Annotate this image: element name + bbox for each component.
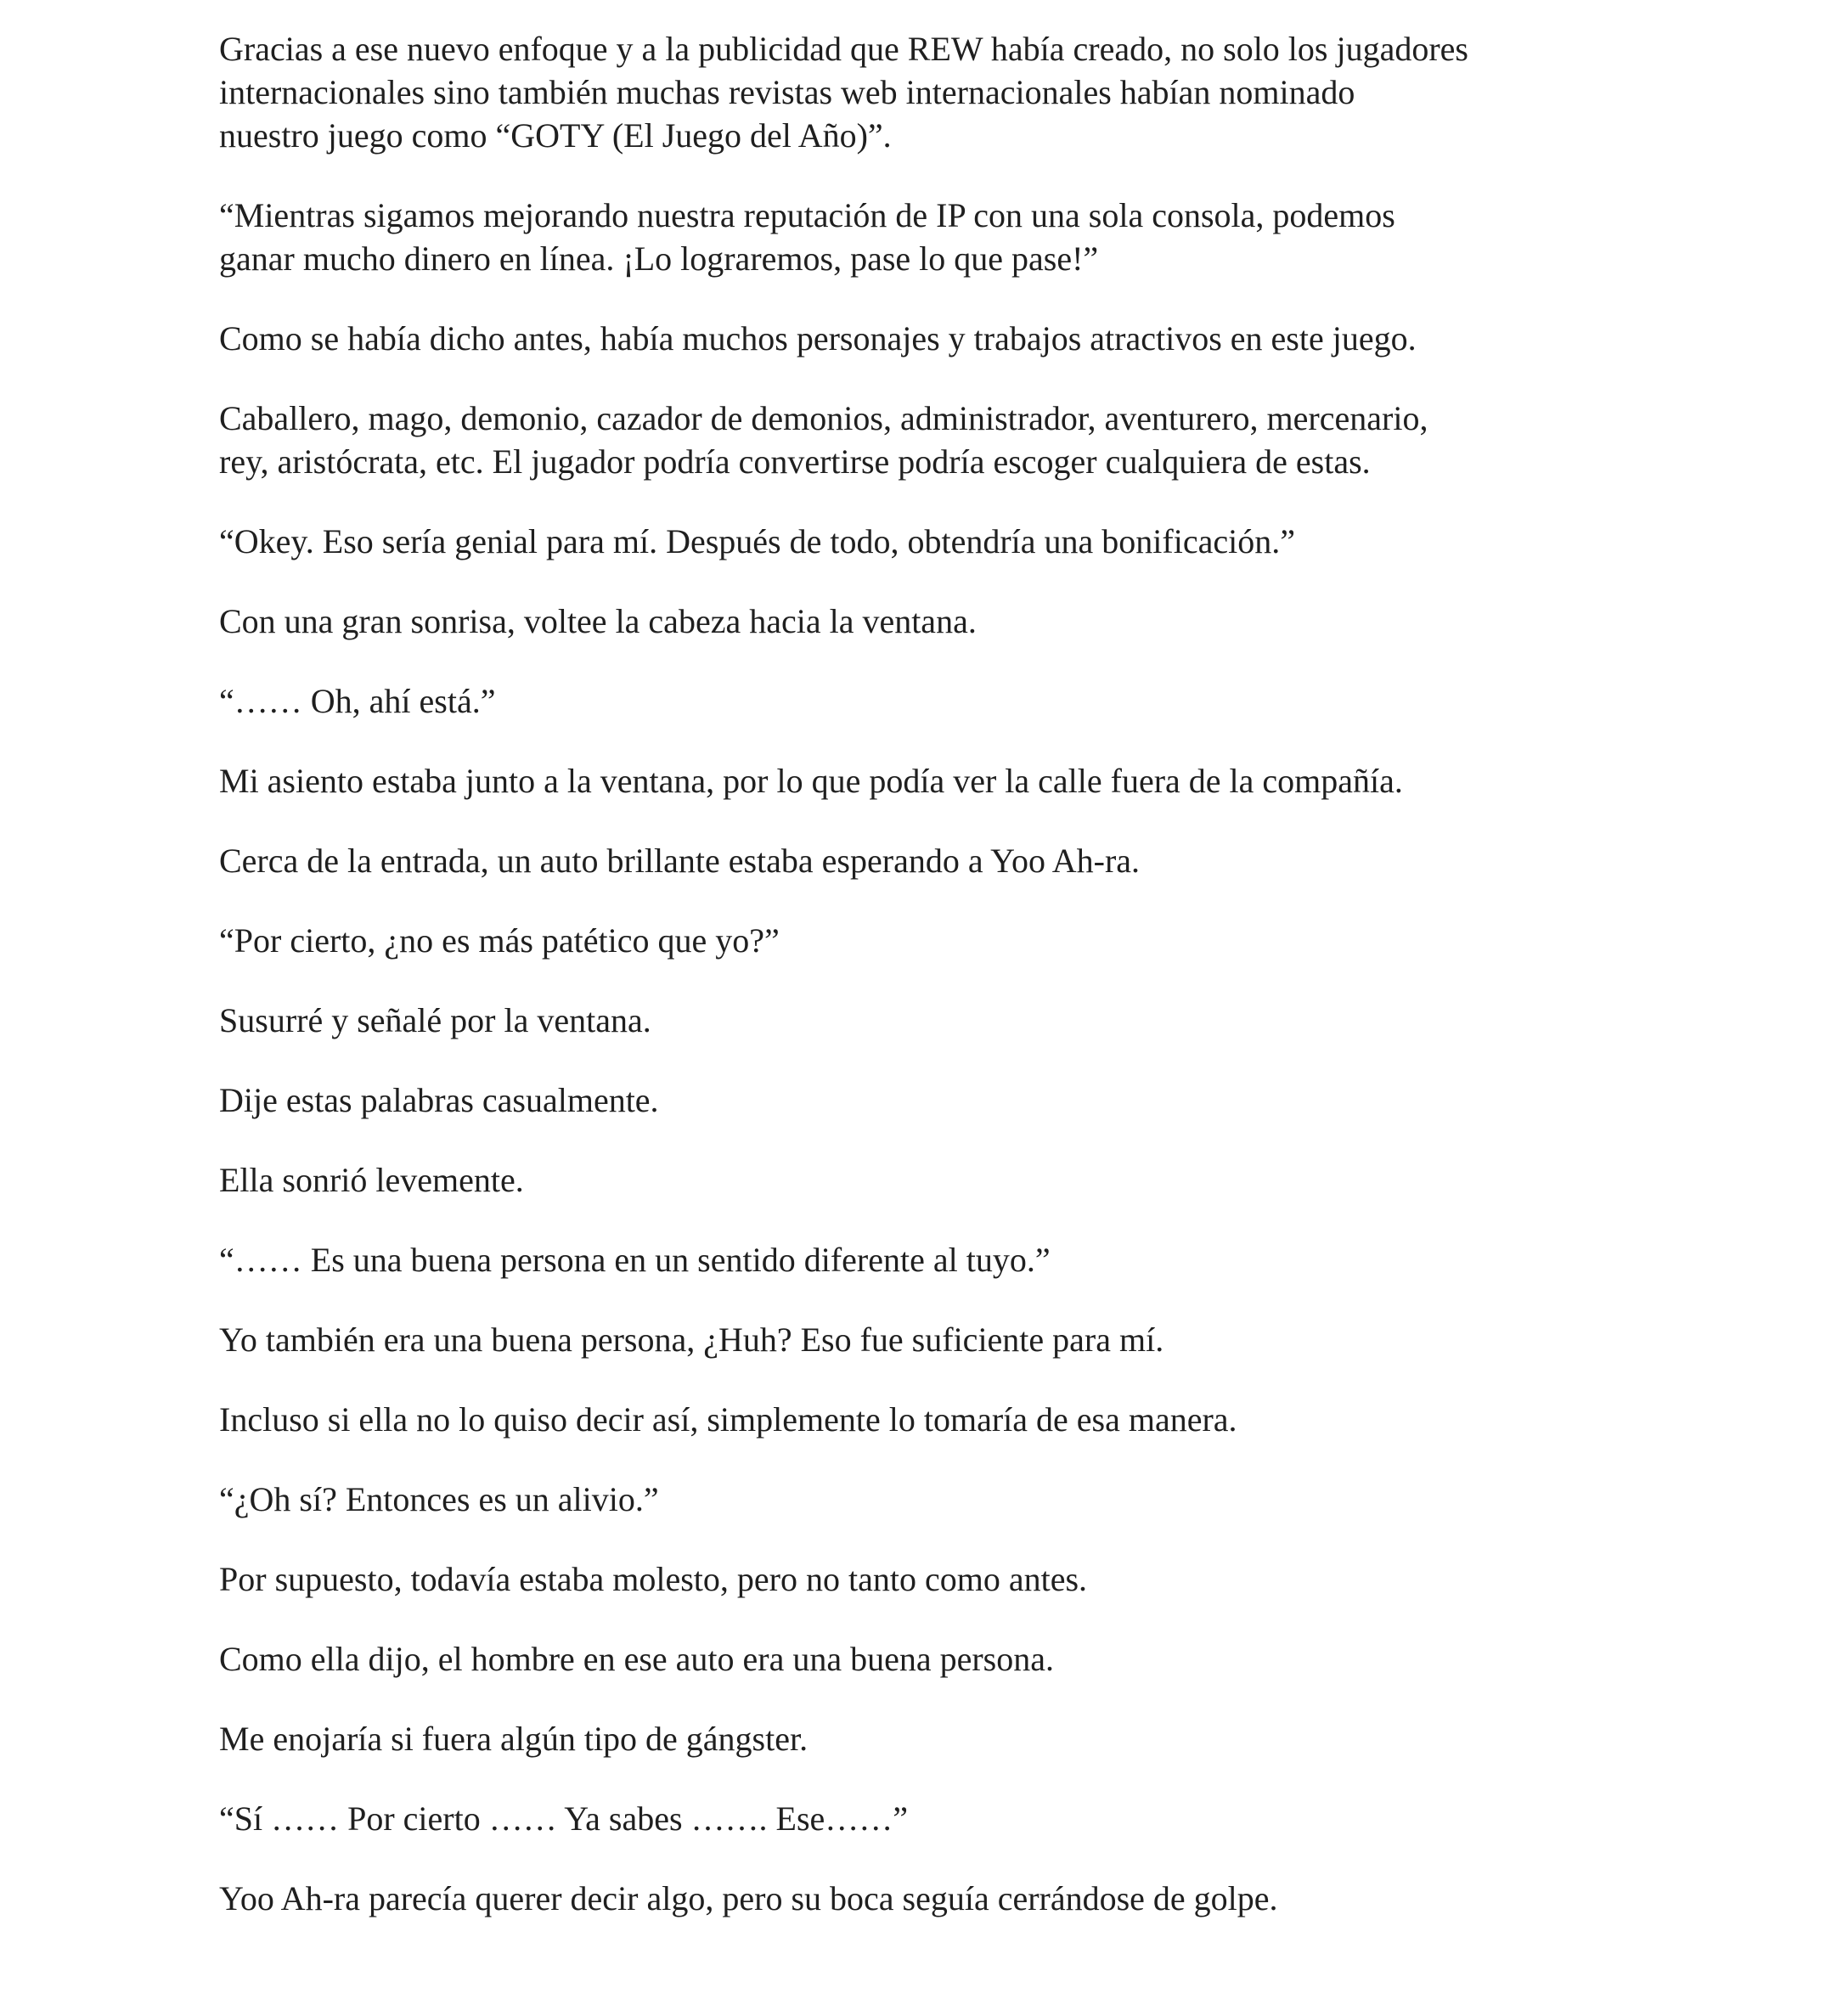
text-line: Gracias a ese nuevo enfoque y a la publicidad que REW había creado, no solo los jugadores xyxy=(219,30,1468,68)
text-line: “Por cierto, ¿no es más patético que yo?” xyxy=(219,921,780,960)
text-line: Dije estas palabras casualmente. xyxy=(219,1081,659,1119)
paragraph-7 xyxy=(219,679,1680,723)
text-line: Por supuesto, todavía estaba molesto, pero no tanto como antes. xyxy=(219,1560,1088,1598)
text-line: Como ella dijo, el hombre en ese auto era una buena persona. xyxy=(219,1640,1054,1678)
paragraph-14 xyxy=(219,1238,1680,1281)
paragraph-20 xyxy=(219,1717,1680,1760)
paragraph-18 xyxy=(219,1557,1680,1601)
paragraph-17 xyxy=(219,1478,1680,1521)
text-line: Yo también era una buena persona, ¿Huh? Eso fue suficiente para mí. xyxy=(219,1320,1164,1359)
text-line: Mi asiento estaba junto a la ventana, por lo que podía ver la calle fuera de la compañía. xyxy=(219,762,1403,800)
text-line: “Okey. Eso sería genial para mí. Después de todo, obtendría una bonificación.” xyxy=(219,522,1295,560)
text-line: Me enojaría si fuera algún tipo de gángster. xyxy=(219,1720,808,1758)
paragraph-19 xyxy=(219,1637,1680,1681)
text-line: ganar mucho dinero en línea. ¡Lo lograremos, pase lo que pase!” xyxy=(219,239,1099,278)
paragraph-16 xyxy=(219,1398,1680,1441)
text-line: Como se había dicho antes, había muchos personajes y trabajos atractivos en este juego. xyxy=(219,319,1417,358)
paragraph-9 xyxy=(219,839,1680,882)
text-line: “¿Oh sí? Entonces es un alivio.” xyxy=(219,1480,659,1518)
document-page xyxy=(219,27,1680,1957)
text-line: Con una gran sonrisa, voltee la cabeza hacia la ventana. xyxy=(219,602,977,640)
paragraph-6 xyxy=(219,600,1680,643)
paragraph-5 xyxy=(219,520,1680,563)
text-line: “…… Es una buena persona en un sentido diferente al tuyo.” xyxy=(219,1241,1051,1279)
text-line: Ella sonrió levemente. xyxy=(219,1161,524,1199)
text-line: Caballero, mago, demonio, cazador de demonios, administrador, aventurero, mercenario, xyxy=(219,399,1428,437)
paragraph-8 xyxy=(219,759,1680,802)
paragraph-15 xyxy=(219,1318,1680,1361)
paragraph-21 xyxy=(219,1797,1680,1840)
paragraph-3 xyxy=(219,317,1680,360)
text-line: Cerca de la entrada, un auto brillante estaba esperando a Yoo Ah-ra. xyxy=(219,842,1141,880)
text-line: internacionales sino también muchas revistas web internacionales habían nominado xyxy=(219,73,1355,111)
paragraph-12 xyxy=(219,1078,1680,1122)
paragraph-10 xyxy=(219,919,1680,962)
text-line: Susurré y señalé por la ventana. xyxy=(219,1001,651,1039)
paragraph-2 xyxy=(219,194,1680,280)
text-line: rey, aristócrata, etc. El jugador podría convertirse podría escoger cualquiera de estas. xyxy=(219,442,1371,481)
paragraph-13 xyxy=(219,1158,1680,1202)
paragraph-22 xyxy=(219,1877,1680,1920)
paragraph-1 xyxy=(219,27,1680,157)
paragraph-11 xyxy=(219,999,1680,1042)
text-line: nuestro juego como “GOTY (El Juego del Año)”. xyxy=(219,116,892,155)
text-line: Yoo Ah-ra parecía querer decir algo, pero su boca seguía cerrándose de golpe. xyxy=(219,1879,1278,1917)
text-line: Incluso si ella no lo quiso decir así, simplemente lo tomaría de esa manera. xyxy=(219,1400,1237,1439)
text-line: “…… Oh, ahí está.” xyxy=(219,682,496,720)
text-line: “Mientras sigamos mejorando nuestra reputación de IP con una sola consola, podemos xyxy=(219,196,1395,234)
paragraph-4 xyxy=(219,397,1680,483)
text-line: “Sí …… Por cierto …… Ya sabes ……. Ese……” xyxy=(219,1799,909,1838)
